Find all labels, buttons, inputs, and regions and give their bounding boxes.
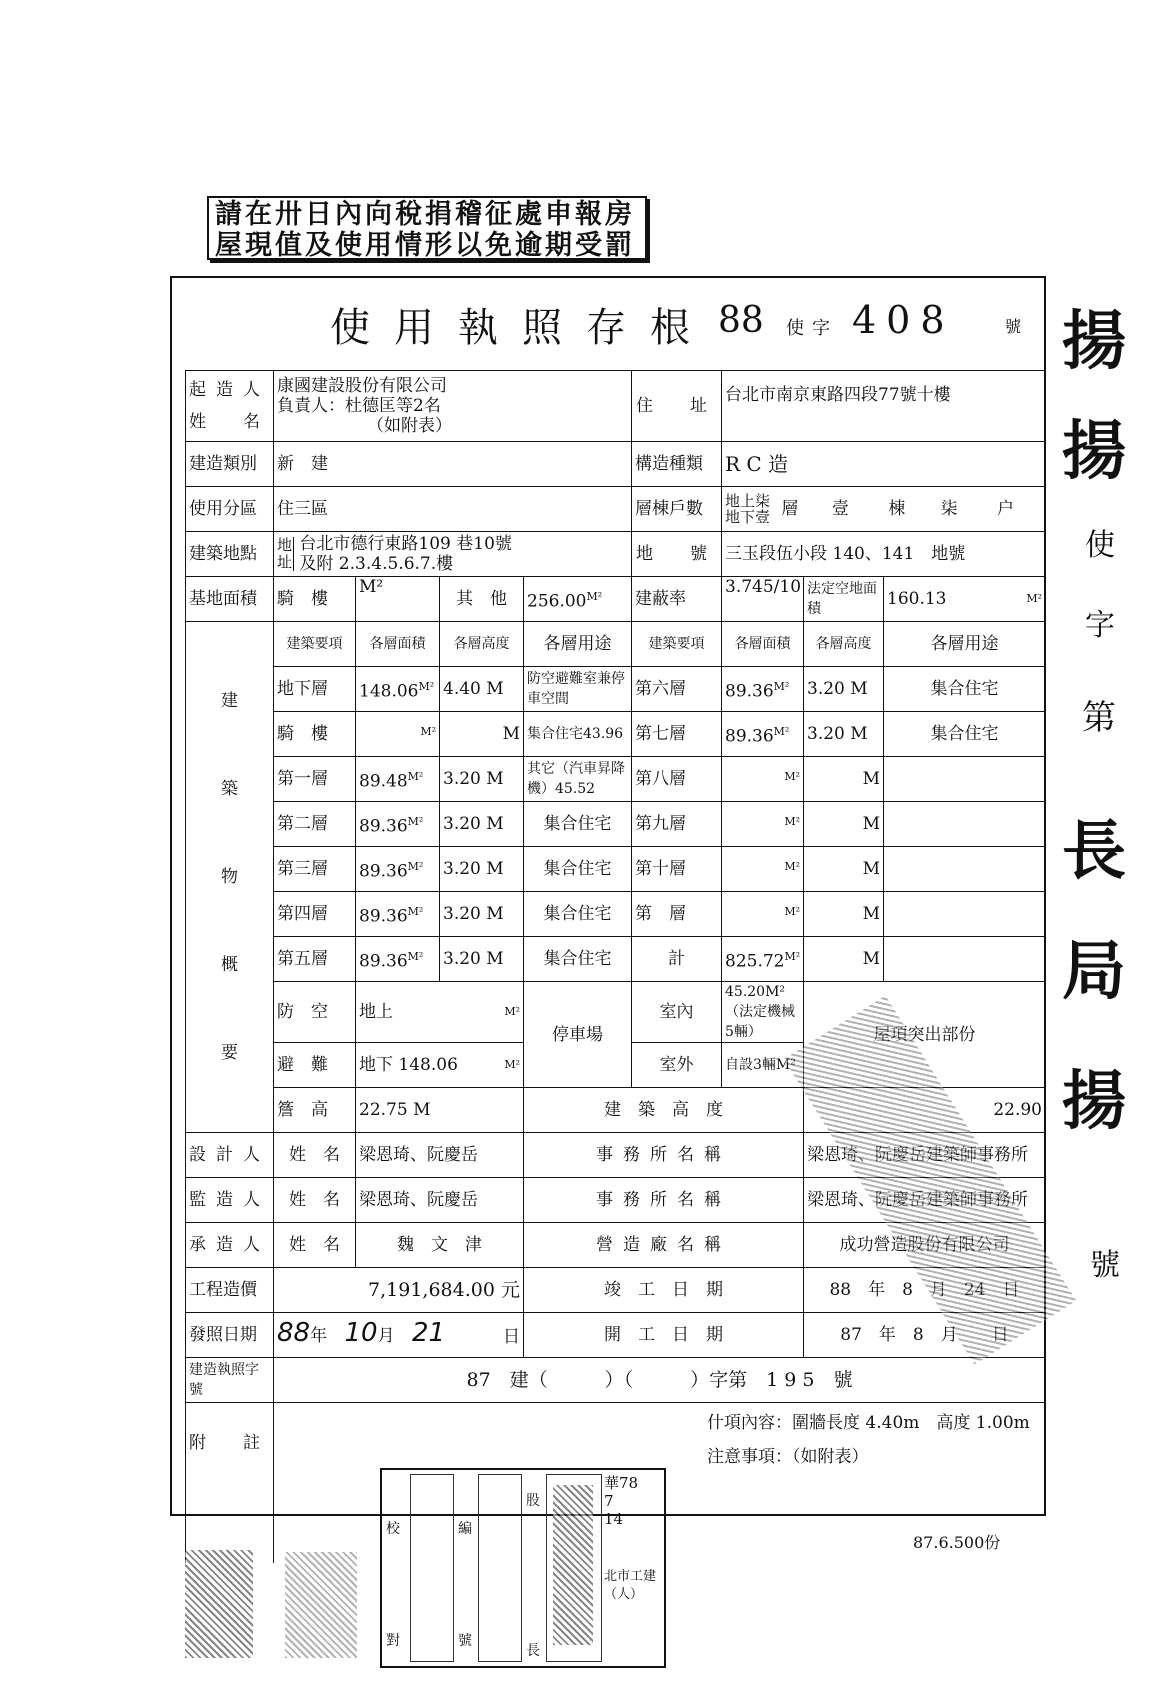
floor-use-right bbox=[884, 892, 1046, 937]
floor-name: 第一層 bbox=[274, 757, 356, 802]
start-date: 87 年 8 月 日 bbox=[804, 1313, 1046, 1358]
supervisor-name: 梁恩琦、阮慶岳 bbox=[356, 1178, 524, 1223]
use-header-right: 各層用途 bbox=[884, 622, 1046, 667]
height-header-right: 各層高度 bbox=[804, 622, 884, 667]
floor-row bbox=[186, 847, 1046, 892]
margin-char-2: 揚 bbox=[1062, 414, 1126, 489]
item-header: 建築要項 bbox=[274, 622, 356, 667]
remarks-value: 什項內容：圍牆長度 4.40m 高度 1.00m 注意事項：（如附表） bbox=[274, 1403, 1046, 1564]
floor-name-right: 第九層 bbox=[632, 802, 722, 847]
item-header-right: 建築要項 bbox=[632, 622, 722, 667]
coverage-label: 建蔽率 bbox=[632, 577, 722, 622]
location-label: 建築地點 bbox=[186, 532, 274, 577]
floor-name: 第四層 bbox=[274, 892, 356, 937]
number-seal bbox=[478, 1474, 522, 1662]
proofread-seal bbox=[410, 1474, 454, 1662]
floor-row bbox=[186, 667, 1046, 712]
review-proofread-label-2: 對 bbox=[386, 1633, 400, 1649]
floor-height-right: 3.20 M bbox=[804, 667, 884, 712]
floor-use: 防空避難室兼停車空間 bbox=[524, 667, 632, 712]
use-header: 各層用途 bbox=[524, 622, 632, 667]
floor-area: $89.36^{M^2}$ bbox=[356, 937, 440, 982]
margin-char-3: 使 bbox=[1085, 528, 1115, 563]
floor-area: $89.36^{M^2}$ bbox=[356, 892, 440, 937]
floor-area-right: M² bbox=[722, 757, 804, 802]
floor-use: 集合住宅 bbox=[524, 802, 632, 847]
completion-date: 88 年 8 月 24 日 bbox=[804, 1268, 1046, 1313]
floor-row bbox=[186, 892, 1046, 937]
cost-value: 7,191,684.00 元 bbox=[274, 1268, 524, 1313]
chief-seal bbox=[546, 1474, 602, 1662]
floor-area: $89.36^{M^2}$ bbox=[356, 847, 440, 892]
start-date-label: 開 工 日 期 bbox=[524, 1313, 804, 1358]
floor-area-right: $89.36^{M^2}$ bbox=[722, 712, 804, 757]
lot-value: 三玉段伍小段 140、141 地號 bbox=[722, 532, 1046, 577]
license-number: 408 bbox=[852, 298, 955, 342]
floor-height-right: M bbox=[804, 757, 884, 802]
floor-height: 4.40 M bbox=[440, 667, 524, 712]
cost-row bbox=[186, 1268, 1046, 1313]
site-label: 基地面積 bbox=[186, 577, 274, 622]
location-row bbox=[186, 532, 1046, 577]
floor-name-right: 第七層 bbox=[632, 712, 722, 757]
other-value: $256.00^{M^2}$ bbox=[524, 577, 632, 622]
margin-char-1: 揚 bbox=[1062, 304, 1126, 379]
floor-use-right: 集合住宅 bbox=[884, 667, 1046, 712]
applicant-label: 起造人 姓 名 bbox=[186, 371, 274, 442]
structure-label: 構造種類 bbox=[632, 442, 722, 487]
contractor-name-label: 姓 名 bbox=[274, 1223, 356, 1268]
site-row bbox=[186, 577, 1046, 622]
contractor-office-label: 營造廠名稱 bbox=[524, 1223, 804, 1268]
floor-area: $148.06^{M^2}$ bbox=[356, 667, 440, 712]
floor-area-right: M² bbox=[722, 847, 804, 892]
arcade-label: 騎 樓 bbox=[274, 577, 356, 622]
supervisor-name-label: 姓 名 bbox=[274, 1178, 356, 1223]
designer-name-label: 姓 名 bbox=[274, 1133, 356, 1178]
zone-value: 住三區 bbox=[274, 487, 632, 532]
designer-office-label: 事務所名稱 bbox=[524, 1133, 804, 1178]
supervisor-office: 梁恩琦、阮慶岳建築師事務所 bbox=[804, 1178, 1046, 1223]
notice-line-1: 請在卅日內向稅捐稽征處申報房 bbox=[215, 199, 635, 230]
floor-area-right: M² bbox=[722, 892, 804, 937]
permit-value: 87 建（ ）（ ）字第 1 9 5 號 bbox=[274, 1358, 1046, 1403]
license-word: 使字 bbox=[786, 318, 838, 339]
designer-office: 梁恩琦、阮慶岳建築師事務所 bbox=[804, 1133, 1046, 1178]
floor-total-label: 計 bbox=[632, 937, 722, 982]
cost-label: 工程造價 bbox=[186, 1268, 274, 1313]
floor-name-right: 第八層 bbox=[632, 757, 722, 802]
eaves-value: 22.75 M bbox=[356, 1088, 524, 1133]
legal-open-label: 法定空地面積 bbox=[804, 577, 884, 622]
floors-header-row bbox=[186, 622, 1046, 667]
shelter-above: 地上 M² bbox=[356, 982, 524, 1043]
location-value: 地址 台北市德行東路109 巷10號 及附 2.3.4.5.6.7.樓 bbox=[274, 532, 632, 577]
designer-name: 梁恩琦、阮慶岳 bbox=[356, 1133, 524, 1178]
floor-row bbox=[186, 712, 1046, 757]
review-proofread-label: 校 bbox=[386, 1521, 400, 1537]
floor-row bbox=[186, 802, 1046, 847]
contractor-name: 魏 文 津 bbox=[356, 1223, 524, 1268]
floor-use-right bbox=[884, 802, 1046, 847]
shelter-below: 地下 148.06 M² bbox=[356, 1043, 524, 1088]
floor-name: 第二層 bbox=[274, 802, 356, 847]
floor-name-right: 第 層 bbox=[632, 892, 722, 937]
review-chief-label: 長 bbox=[526, 1643, 540, 1659]
tax-notice-box bbox=[207, 196, 647, 260]
floor-use: 其它（汽車昇降機）45.52 bbox=[524, 757, 632, 802]
floor-use-right bbox=[884, 847, 1046, 892]
floor-height-right: M bbox=[804, 892, 884, 937]
floor-height: 3.20 M bbox=[440, 757, 524, 802]
page-title: 使用執照存根 bbox=[330, 305, 714, 351]
arcade-unit: M² bbox=[356, 577, 440, 622]
floor-height: M bbox=[440, 712, 524, 757]
review-number-label-2: 號 bbox=[458, 1633, 472, 1649]
build-type-row bbox=[186, 442, 1046, 487]
review-reference: 華78 7 14 北市工建（人） bbox=[604, 1474, 657, 1602]
floor-use: 集合住宅43.96 bbox=[524, 712, 632, 757]
review-number-label: 編 bbox=[458, 1521, 472, 1537]
floor-height-right: 3.20 M bbox=[804, 712, 884, 757]
contractor-office: 成功營造股份有限公司 bbox=[804, 1223, 1046, 1268]
floor-total-use bbox=[884, 937, 1046, 982]
designer-role: 設計人 bbox=[186, 1133, 274, 1178]
floor-total-area: $825.72^{M^2}$ bbox=[722, 937, 804, 982]
shelter-label-1: 防 空 bbox=[274, 982, 356, 1043]
floor-area: M² bbox=[356, 712, 440, 757]
build-type-value: 新 建 bbox=[274, 442, 632, 487]
height-header: 各層高度 bbox=[440, 622, 524, 667]
bottom-seal-2 bbox=[285, 1552, 357, 1658]
permit-row bbox=[186, 1358, 1046, 1403]
area-header: 各層面積 bbox=[356, 622, 440, 667]
floor-name: 地下層 bbox=[274, 667, 356, 712]
building-height-value: 22.90 bbox=[804, 1088, 1046, 1133]
floor-area: $89.36^{M^2}$ bbox=[356, 802, 440, 847]
remarks-label: 附 註 bbox=[186, 1403, 274, 1564]
floor-use-right bbox=[884, 757, 1046, 802]
margin-char-4: 字 bbox=[1085, 608, 1115, 643]
license-year: 88 bbox=[718, 300, 764, 341]
shelter-row-1 bbox=[186, 982, 1046, 1043]
issue-date-label: 發照日期 bbox=[186, 1313, 274, 1358]
area-header-right: 各層面積 bbox=[722, 622, 804, 667]
floor-use-right: 集合住宅 bbox=[884, 712, 1046, 757]
building-height-label: 建 築 高 度 bbox=[524, 1088, 804, 1133]
margin-char-7: 局 bbox=[1062, 934, 1126, 1009]
floor-row bbox=[186, 757, 1046, 802]
floor-area: $89.48^{M^2}$ bbox=[356, 757, 440, 802]
parking-indoor-label: 室內 bbox=[632, 982, 722, 1043]
build-type-label: 建造類別 bbox=[186, 442, 274, 487]
notice-line-2: 屋現值及使用情形以免逾期受罰 bbox=[215, 230, 635, 261]
legal-open-value: 160.13 M² bbox=[884, 577, 1046, 622]
issue-date: 88年 10月 21 日 bbox=[274, 1313, 524, 1358]
floors-count-label: 層棟戶數 bbox=[632, 487, 722, 532]
floor-height: 3.20 M bbox=[440, 802, 524, 847]
margin-char-6: 長 bbox=[1062, 814, 1126, 889]
eaves-label: 簷 高 bbox=[274, 1088, 356, 1133]
coverage-value: 3.745/10 bbox=[722, 577, 804, 622]
margin-char-9: 號 bbox=[1090, 1248, 1120, 1283]
parking-indoor-value: 45.20M² （法定機械5輛） bbox=[722, 982, 804, 1043]
floor-use: 集合住宅 bbox=[524, 937, 632, 982]
review-section-label: 股 bbox=[526, 1493, 540, 1509]
permit-label: 建造執照字號 bbox=[186, 1358, 274, 1403]
completion-date-label: 竣 工 日 期 bbox=[524, 1268, 804, 1313]
structure-value: R C 造 bbox=[722, 442, 1046, 487]
applicant-row bbox=[186, 371, 1046, 442]
floor-height: 3.20 M bbox=[440, 892, 524, 937]
zone-row bbox=[186, 487, 1046, 532]
margin-char-8: 揚 bbox=[1062, 1064, 1126, 1139]
floor-name: 第三層 bbox=[274, 847, 356, 892]
review-stamp-block bbox=[380, 1468, 666, 1668]
floor-total-height: M bbox=[804, 937, 884, 982]
bottom-seal-1 bbox=[185, 1550, 253, 1658]
building-summary-side: 建 築 物 概 要 bbox=[186, 622, 274, 1133]
supervisor-office-label: 事務所名稱 bbox=[524, 1178, 804, 1223]
parking-outdoor-label: 室外 bbox=[632, 1043, 722, 1088]
address-value: 台北市南京東路四段77號十樓 bbox=[722, 371, 1046, 442]
license-hao: 號 bbox=[1005, 317, 1022, 336]
floor-use: 集合住宅 bbox=[524, 892, 632, 937]
parking-outdoor-value: 自設3輛M² bbox=[722, 1043, 804, 1088]
issue-row bbox=[186, 1313, 1046, 1358]
contractor-role: 承造人 bbox=[186, 1223, 274, 1268]
floor-row bbox=[186, 937, 1046, 982]
floor-height: 3.20 M bbox=[440, 847, 524, 892]
floor-name-right: 第六層 bbox=[632, 667, 722, 712]
floor-height-right: M bbox=[804, 802, 884, 847]
supervisor-role: 監造人 bbox=[186, 1178, 274, 1223]
shelter-label-2: 避 難 bbox=[274, 1043, 356, 1088]
zone-label: 使用分區 bbox=[186, 487, 274, 532]
floors-count-value: 地上柒 地下壹 層 壹 棟 柒 户 bbox=[722, 487, 1046, 532]
lot-label: 地 號 bbox=[632, 532, 722, 577]
floor-name: 第五層 bbox=[274, 937, 356, 982]
address-label: 住 址 bbox=[632, 371, 722, 442]
floor-name: 騎 樓 bbox=[274, 712, 356, 757]
license-table bbox=[185, 370, 1046, 1563]
floor-height: 3.20 M bbox=[440, 937, 524, 982]
floor-height-right: M bbox=[804, 847, 884, 892]
roof-label: 屋項突出部份 bbox=[804, 982, 1046, 1088]
other-label: 其 他 bbox=[440, 577, 524, 622]
floor-area-right: $89.36^{M^2}$ bbox=[722, 667, 804, 712]
parking-label: 停車場 bbox=[524, 982, 632, 1088]
floor-name-right: 第十層 bbox=[632, 847, 722, 892]
margin-char-5: 第 bbox=[1082, 698, 1116, 738]
floor-use: 集合住宅 bbox=[524, 847, 632, 892]
floor-area-right: M² bbox=[722, 802, 804, 847]
applicant-value: 康國建設股份有限公司 負責人：杜德匡等2名 （如附表） bbox=[274, 371, 632, 442]
print-mark: 87.6.500份 bbox=[913, 1533, 1001, 1552]
